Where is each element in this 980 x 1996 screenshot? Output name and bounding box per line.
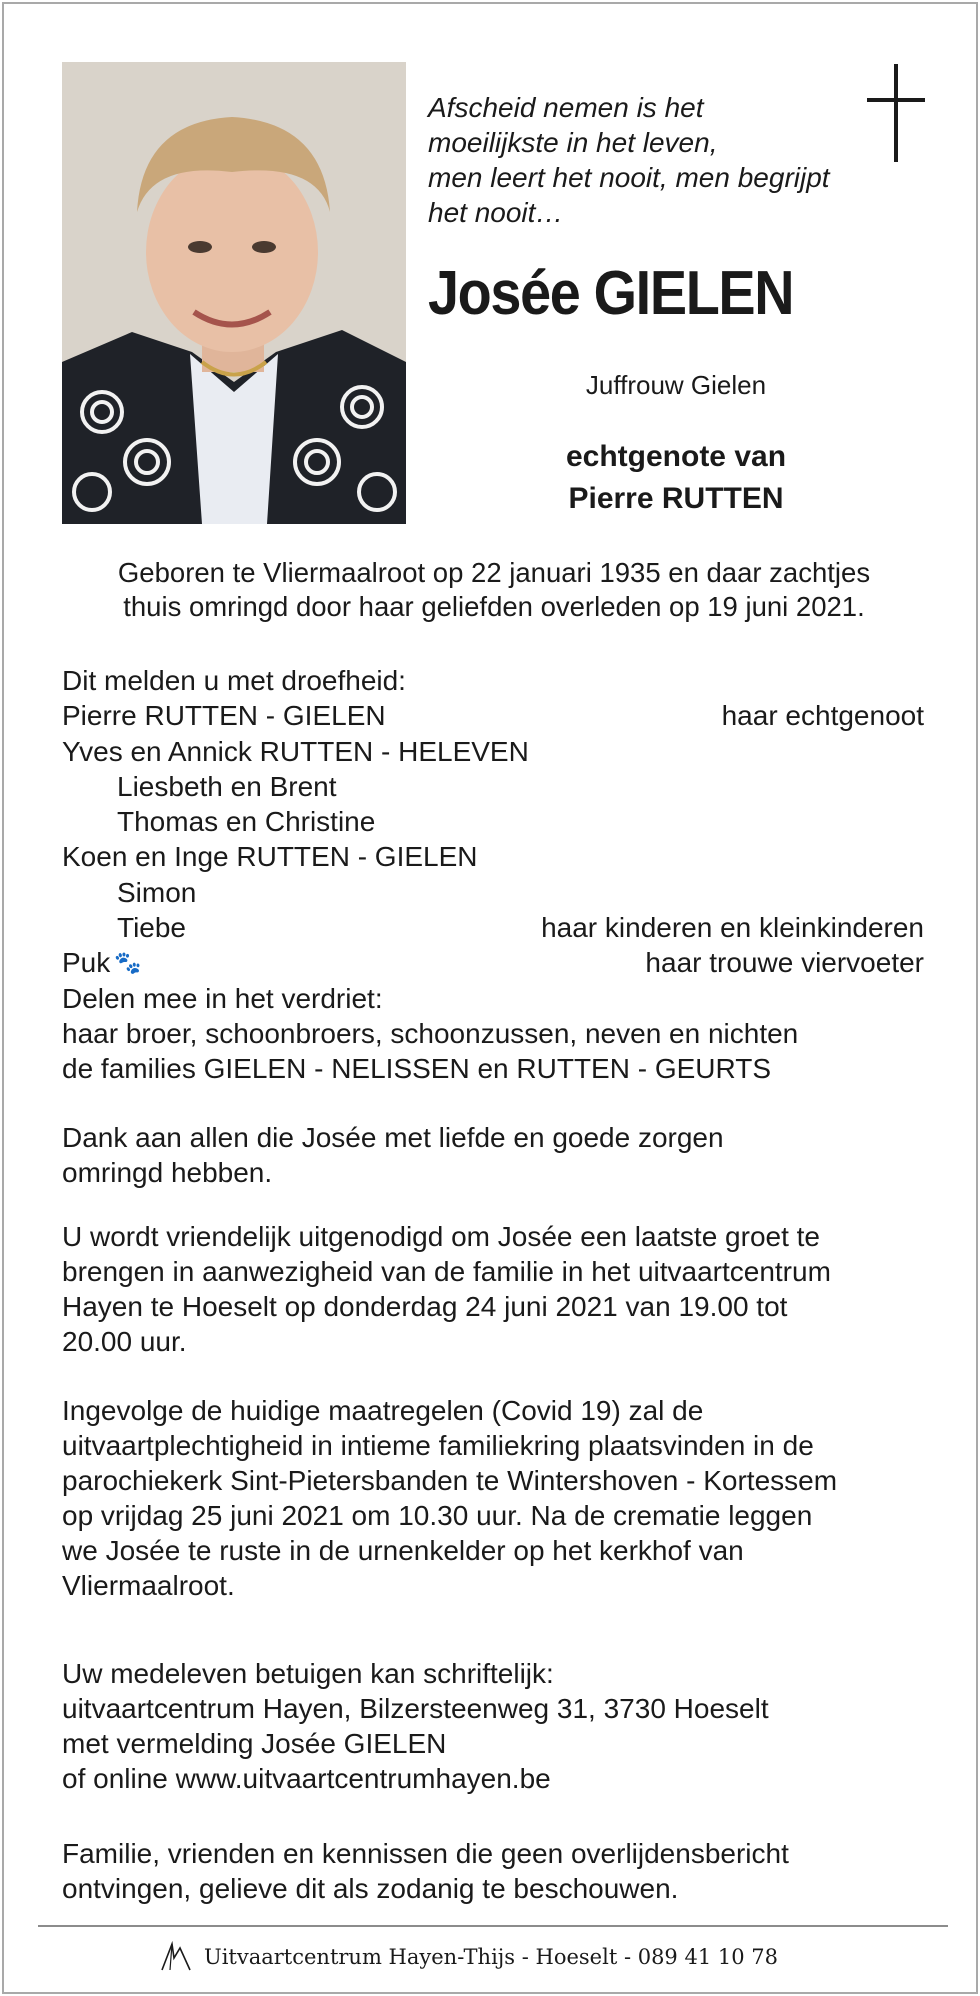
ceremony-paragraph [62,1393,942,1603]
born-line: Geboren te Vliermaalroot op 22 januari 1935 en daar zachtjes [117,557,871,588]
family-row [62,910,924,945]
family-name-pet [62,945,142,980]
family-name: Thomas en Christine [117,806,376,838]
paragraph-line: brengen in aanwezigheid van de familie in het uitvaartcentrum [62,1256,831,1287]
spouse-info [434,436,918,520]
paw-print-icon: 🐾 [114,950,142,976]
family-row [62,1016,924,1051]
quote-line: het nooit… [428,197,564,228]
condolences-paragraph [62,1656,942,1796]
family-name: Liesbeth en Brent [117,770,337,802]
paragraph-line: we Josée te ruste in de urnenkelder op het kerkhof van [62,1535,744,1566]
family-row [62,1051,924,1086]
paragraph-line: Dank aan allen die Josée met liefde en goede zorgen [62,1122,724,1153]
paragraph-line: Hayen te Hoeselt op donderdag 24 juni 2021 van 19.00 tot [62,1291,788,1322]
family-name: Simon [117,876,197,908]
paragraph-line: op vrijdag 25 juni 2021 om 10.30 uur. Na de crematie leggen [62,1500,813,1531]
paragraph-line: Uw medeleven betuigen kan schriftelijk: [62,1658,554,1689]
family-relation: haar kinderen en kleinkinderen [541,912,924,944]
family-row [62,839,924,874]
obituary-card [2,2,978,1994]
family-row [62,663,924,698]
nickname: Juffrouw Gielen [585,370,767,400]
spouse-line: echtgenote van [565,440,787,473]
footer-divider [38,1925,948,1927]
quote [428,90,888,230]
deceased-name: Josée GIELEN [428,259,794,328]
family-row [62,981,924,1016]
family-name: Delen mee in het verdriet: [62,982,383,1014]
paragraph-line: omringd hebben. [62,1157,273,1188]
family-name: Koen en Inge RUTTEN - GIELEN [62,841,478,873]
paragraph-line: of online www.uitvaartcentrumhayen.be [62,1763,551,1794]
paragraph-line: parochiekerk Sint-Pietersbanden te Wintershoven - Kortessem [62,1465,838,1496]
paragraph-line: Ingevolge de huidige maatregelen (Covid 19) zal de [62,1395,704,1426]
family-row [62,945,924,980]
family-relation: haar echtgenoot [721,700,924,732]
family-name: Tiebe [117,912,187,944]
born-line: thuis omringd door haar geliefden overleden op 19 juni 2021. [123,591,865,622]
family-row [62,875,924,910]
family-name: Dit melden u met droefheid: [62,665,406,696]
family-row [62,769,924,804]
footer [158,1940,778,1974]
paragraph-line: Vliermaalroot. [62,1570,235,1601]
family-row [62,804,924,839]
family-relation: haar trouwe viervoeter [645,947,924,979]
paragraph-line: uitvaartcentrum Hayen, Bilzersteenweg 31, 3730 Hoeselt [62,1693,769,1724]
funeral-home-logo-icon [158,1940,194,1974]
family-row [62,698,924,733]
paragraph-line: uitvaartplechtigheid in intieme familiekring plaatsvinden in de [62,1430,814,1461]
family-name: Yves en Annick RUTTEN - HELEVEN [62,735,529,767]
paragraph-line: Familie, vrienden en kennissen die geen overlijdensbericht [62,1838,789,1869]
family-name: haar broer, schoonbroers, schoonzussen, neven en nichten [62,1017,799,1049]
quote-line: Afscheid nemen is het [428,92,704,123]
quote-line: men leert het nooit, men begrijpt [428,162,830,193]
paragraph-line: 20.00 uur. [62,1326,187,1357]
spouse-line: Pierre RUTTEN [568,482,784,515]
portrait-photo [62,62,406,524]
visit-paragraph [62,1219,942,1359]
quote-line: moeilijkste in het leven, [428,127,718,158]
birth-death-info [44,556,944,624]
footer-text: Uitvaartcentrum Hayen-Thijs - Hoeselt - 089 41 10 78 [204,1945,778,1969]
family-name: de families GIELEN - NELISSEN en RUTTEN - GEURTS [62,1053,771,1085]
paragraph-line: met vermelding Josée GIELEN [62,1728,447,1759]
family-name: Pierre RUTTEN - GIELEN [62,700,386,732]
paragraph-line: U wordt vriendelijk uitgenodigd om Josée een laatste groet te [62,1221,820,1252]
family-row [62,734,924,769]
notice-paragraph [62,1836,942,1906]
family-list [62,663,924,1087]
paragraph-line: ontvingen, gelieve dit als zodanig te beschouwen. [62,1873,679,1904]
thanks-paragraph [62,1120,942,1190]
pet-name: Puk [62,947,111,979]
